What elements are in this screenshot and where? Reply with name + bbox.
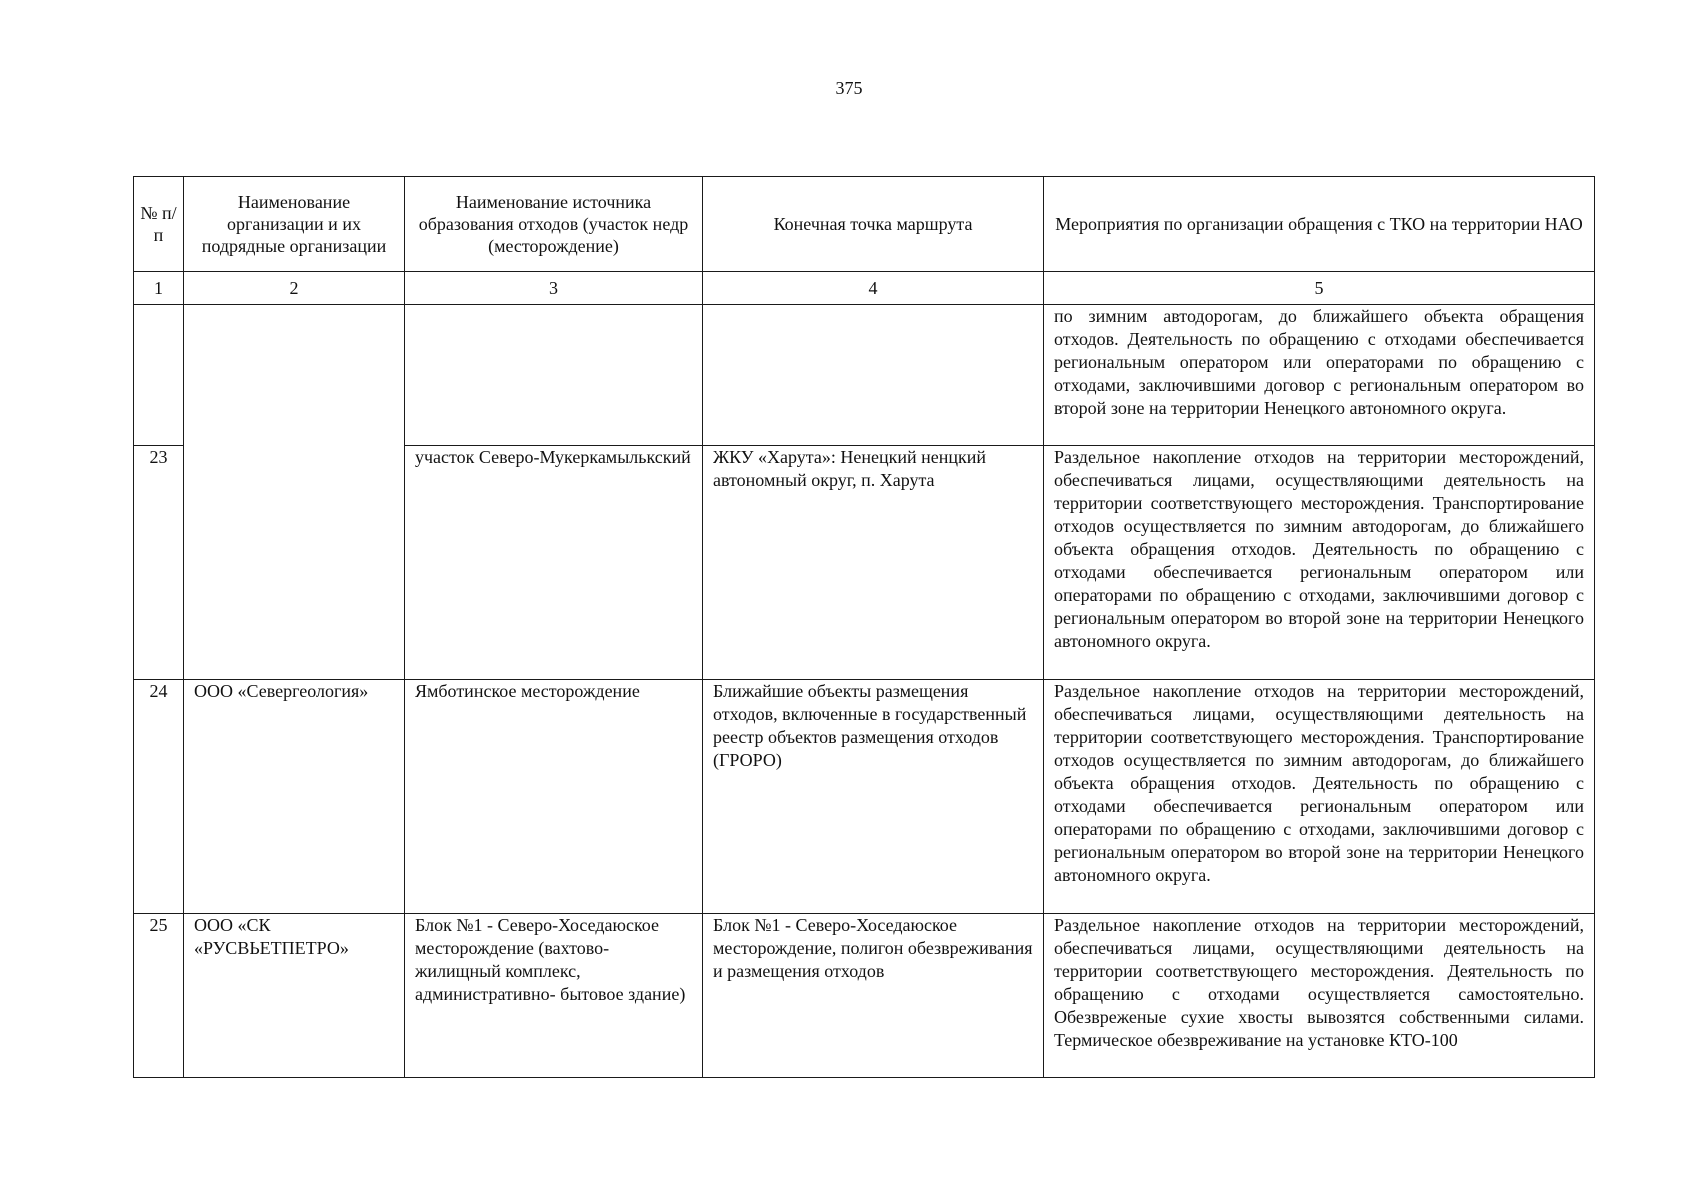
table-row [134, 680, 1595, 914]
header-number: № п/п [134, 177, 184, 272]
page-number: 375 [835, 78, 863, 98]
organization-cell: ООО «СК «РУСВЬЕТПЕТРО» [184, 914, 405, 1078]
header-measures: Мероприятия по организации обращения с ТКО на территории НАО [1044, 177, 1595, 272]
column-number: 3 [405, 272, 703, 305]
measures-cell: Раздельное накопление отходов на территории месторождений, обеспечиваться лицами, осуществляющими деятельность на территории соответствующего месторождения. Деятельность по обращению с отходами осуществляется самостоятельно. Обезвреженые сухие хвосты вывозятся собственными силами. Термическое обезвреживание на установке КТО-100 [1044, 914, 1595, 1078]
header-route-endpoint: Конечная точка маршрута [703, 177, 1044, 272]
route-endpoint-cell: ЖКУ «Харута»: Ненецкий ненцкий автономный округ, п. Харута [703, 446, 1044, 680]
column-number: 1 [134, 272, 184, 305]
waste-source-cell: Блок №1 - Северо-Хоседаюское месторождение (вахтово-жилищный комплекс, административно- бытовое здание) [405, 914, 703, 1078]
column-number: 2 [184, 272, 405, 305]
header-waste-source: Наименование источника образования отходов (участок недр (месторождение) [405, 177, 703, 272]
column-number: 5 [1044, 272, 1595, 305]
column-number-row [134, 272, 1595, 305]
route-endpoint-cell: Ближайшие объекты размещения отходов, включенные в государственный реестр объектов размещения отходов (ГРОРО) [703, 680, 1044, 914]
organization-cell [184, 305, 405, 680]
header-organization: Наименование организации и их подрядные организации [184, 177, 405, 272]
organization-cell: ООО «Севергеология» [184, 680, 405, 914]
waste-source-cell: участок Северо-Мукеркамылькский [405, 446, 703, 680]
waste-source-cell [405, 305, 703, 446]
measures-cell: Раздельное накопление отходов на территории месторождений, обеспечиваться лицами, осуществляющими деятельность на территории соответствующего месторождения. Транспортирование отходов осуществляется по зимним автодорогам, до ближайшего объекта обращения отходов. Деятельность по обращению с отходами обеспечивается региональным оператором или операторами по обращению с отходами, заключившими договор с региональным оператором во второй зоне на территории Ненецкого автономного округа. [1044, 680, 1595, 914]
route-endpoint-cell: Блок №1 - Северо-Хоседаюское месторождение, полигон обезвреживания и размещения отходов [703, 914, 1044, 1078]
table-row [134, 914, 1595, 1078]
route-endpoint-cell [703, 305, 1044, 446]
row-number: 25 [134, 914, 184, 1078]
row-number: 23 [134, 446, 184, 680]
measures-cell: по зимним автодорогам, до ближайшего объекта обращения отходов. Деятельность по обращению с отходами обеспечивается региональным оператором или операторами по обращению с отходами, заключившими договор с региональным оператором во второй зоне на территории Ненецкого автономного округа. [1044, 305, 1595, 446]
measures-cell: Раздельное накопление отходов на территории месторождений, обеспечиваться лицами, осуществляющими деятельность на территории соответствующего месторождения. Транспортирование отходов осуществляется по зимним автодорогам, до ближайшего объекта обращения отходов. Деятельность по обращению с отходами обеспечивается региональным оператором или операторами по обращению с отходами, заключившими договор с региональным оператором во второй зоне на территории Ненецкого автономного округа. [1044, 446, 1595, 680]
row-number [134, 305, 184, 446]
waste-management-table [133, 176, 1595, 1078]
row-number: 24 [134, 680, 184, 914]
table-row [134, 305, 1595, 446]
table-header-row [134, 177, 1595, 272]
column-number: 4 [703, 272, 1044, 305]
waste-source-cell: Ямботинское месторождение [405, 680, 703, 914]
